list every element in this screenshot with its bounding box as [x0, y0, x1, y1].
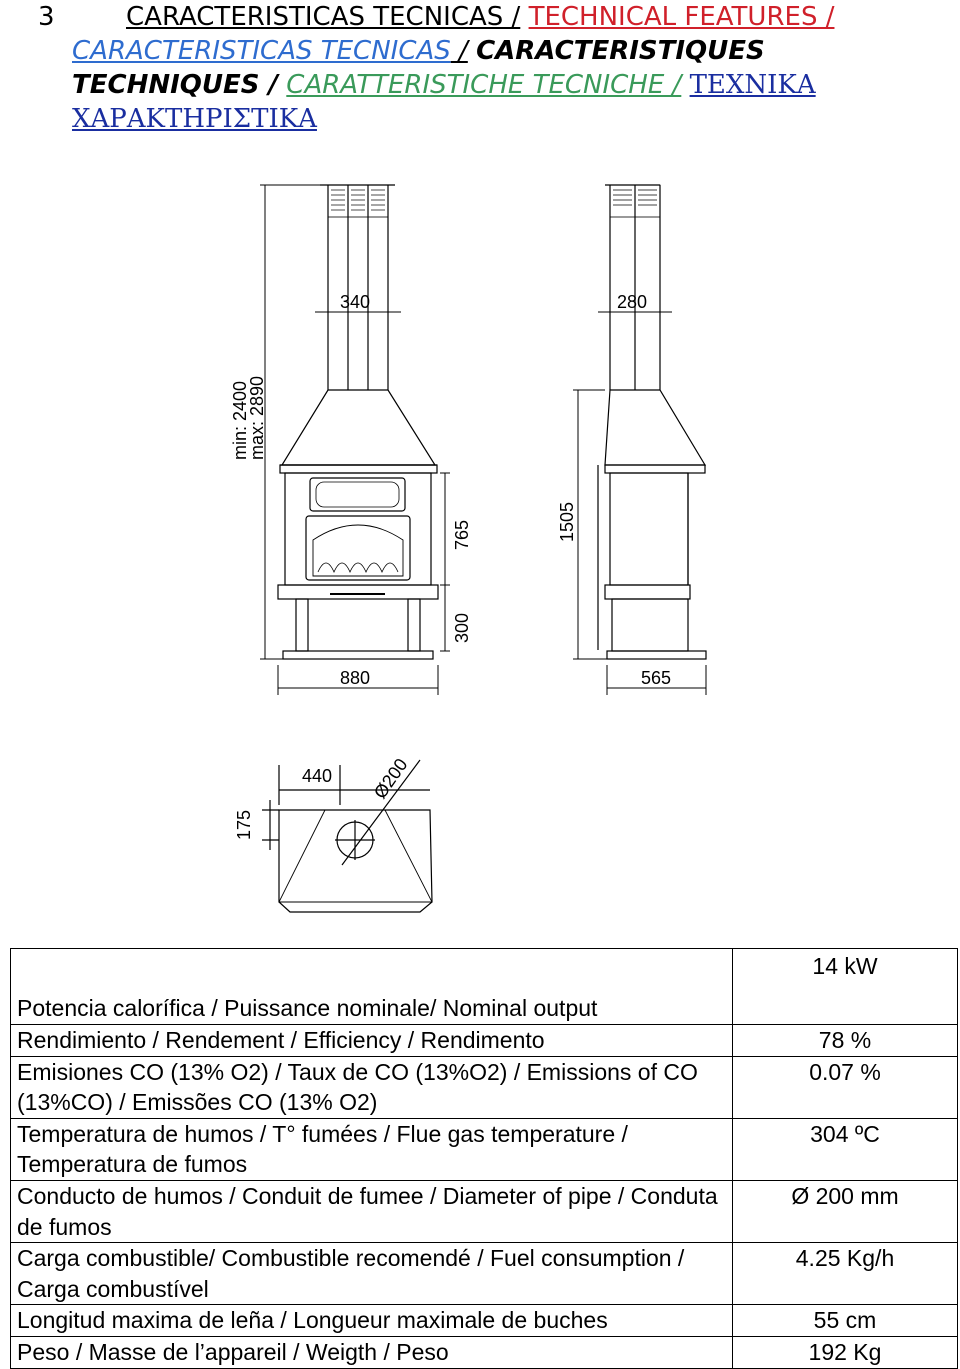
specifications-table [10, 948, 958, 1369]
dim-plan-diameter: Ø200 [369, 754, 412, 803]
dim-plan-depth: 175 [234, 809, 254, 840]
spec-row [11, 1180, 958, 1242]
dim-base-height: 300 [452, 612, 472, 643]
spec-value: 14 kW [733, 949, 958, 1025]
dim-height-min: min: 2400 [230, 380, 250, 460]
side-view [598, 185, 706, 659]
spec-label: Temperatura de humos / T° fumées / Flue gas temperature / Temperatura de fumos [11, 1118, 733, 1180]
dim-side-top: 280 [617, 292, 648, 312]
heading-slash: / [450, 36, 468, 66]
spec-value: 192 Kg [733, 1336, 958, 1368]
heading-pt: CARACTERISTICAS TECNICAS [72, 36, 451, 66]
spec-row [11, 1056, 958, 1118]
spec-label: Potencia calorífica / Puissance nominale/ Nominal output [11, 949, 733, 1025]
spec-row [11, 1243, 958, 1305]
spec-row [11, 1305, 958, 1337]
heading-fr-b: TECHNIQUES / [72, 70, 279, 100]
heading-fr-a: CARACTERISTIQUES [476, 36, 765, 66]
spec-label: Longitud maxima de leña / Longueur maximale de buches [11, 1305, 733, 1337]
dim-side-width: 565 [641, 668, 672, 688]
spec-row [11, 1118, 958, 1180]
side-dimension-lines [573, 305, 706, 695]
heading-en: TECHNICAL FEATURES / [528, 2, 835, 32]
heading-es: CARACTERISTICAS TECNICAS / [126, 2, 521, 32]
dimension-labels [230, 292, 671, 840]
spec-value: 55 cm [733, 1305, 958, 1337]
dim-side-height: 1505 [557, 501, 577, 542]
fireplace-technical-drawing [0, 160, 960, 940]
spec-label: Conducto de humos / Conduit de fumee / Diameter of pipe / Conduta de fumos [11, 1180, 733, 1242]
spec-row [11, 1025, 958, 1057]
heading-gr-b: ΧΑΡΑΚΤΗΡΙΣΤΙΚΑ [72, 104, 317, 134]
plan-view [262, 760, 432, 912]
front-stove-body [278, 473, 438, 659]
spec-row [11, 949, 958, 1025]
spec-label: Rendimiento / Rendement / Efficiency / Rendimento [11, 1025, 733, 1057]
spec-value: 0.07 % [733, 1056, 958, 1118]
dim-height-max: max: 2890 [247, 375, 267, 460]
heading-line-4 [72, 102, 317, 137]
heading-line-1 [126, 0, 834, 35]
spec-row [11, 1336, 958, 1368]
dim-body-height: 765 [452, 519, 472, 550]
dim-front-top: 340 [340, 292, 371, 312]
heading-it: CARATTERISTICHE TECNICHE / [286, 70, 682, 100]
spec-value: 304 ºC [733, 1118, 958, 1180]
spec-value: Ø 200 mm [733, 1180, 958, 1242]
heading-line-2 [72, 34, 765, 69]
spec-label: Emisiones CO (13% O2) / Taux de CO (13%O2) / Emissions of CO (13%CO) / Emissões CO (13% O2) [11, 1056, 733, 1118]
dim-front-width: 880 [340, 668, 371, 688]
spec-value: 4.25 Kg/h [733, 1243, 958, 1305]
front-chimney [280, 185, 437, 473]
dim-plan-width: 440 [302, 766, 333, 786]
spec-label: Peso / Masse de l’appareil / Weigth / Peso [11, 1336, 733, 1368]
heading-line-3 [72, 68, 816, 103]
front-dimension-lines [260, 185, 450, 695]
heading-gr-a: ΤΕΧΝΙΚΑ [689, 70, 816, 100]
section-number: 3 [38, 2, 55, 32]
spec-value: 78 % [733, 1025, 958, 1057]
spec-label: Carga combustible/ Combustible recomendé / Fuel consumption / Carga combustível [11, 1243, 733, 1305]
